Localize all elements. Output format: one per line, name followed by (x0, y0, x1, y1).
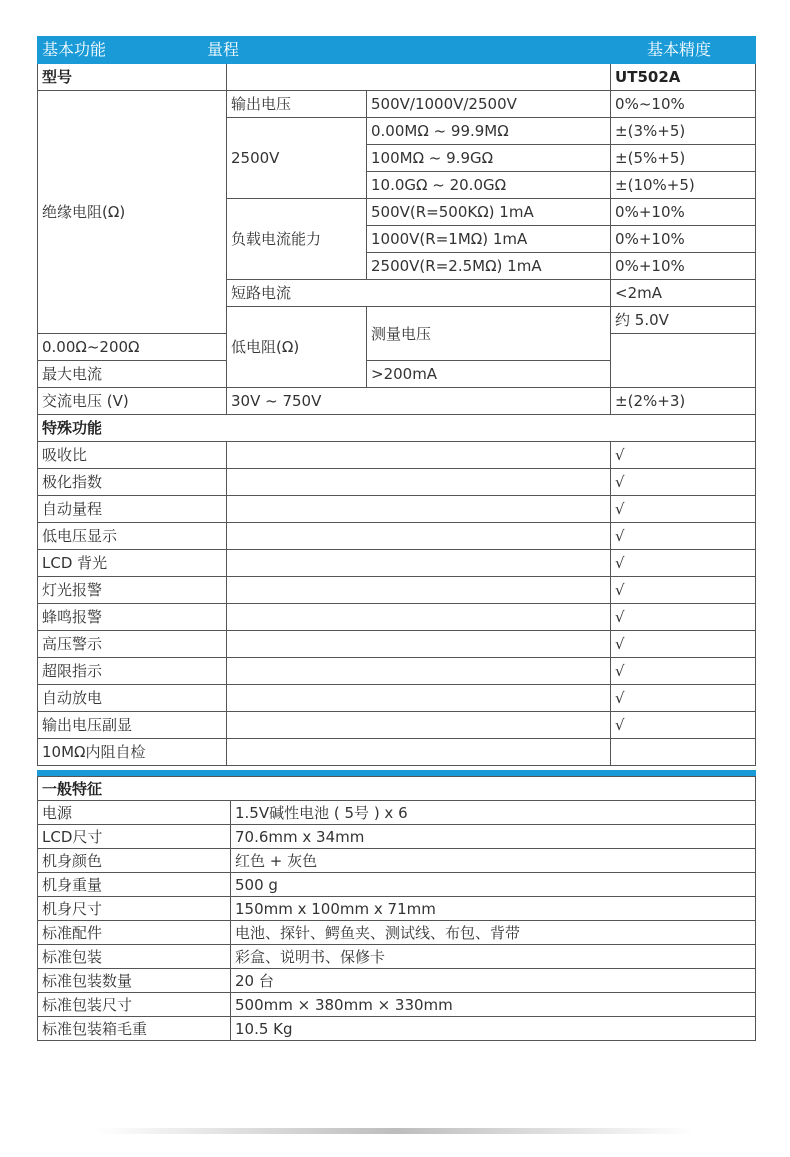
special-label: LCD 背光 (38, 550, 227, 577)
general-value: 150mm x 100mm x 71mm (231, 897, 756, 921)
header-range: 量程 (207, 40, 240, 59)
general-label: 机身颜色 (38, 849, 231, 873)
special-label: 输出电压副显 (38, 712, 227, 739)
special-row (38, 550, 756, 577)
general-row (38, 921, 756, 945)
max-current-value: >200mA (367, 361, 611, 388)
general-label: 标准配件 (38, 921, 231, 945)
general-value: 1.5V碱性电池 ( 5号 ) x 6 (231, 801, 756, 825)
general-value: 500mm × 380mm × 330mm (231, 993, 756, 1017)
general-label: LCD尺寸 (38, 825, 231, 849)
special-row (38, 469, 756, 496)
bottom-shadow (95, 1128, 695, 1134)
ac-row (38, 388, 756, 415)
check-mark: √ (611, 550, 756, 577)
special-row (38, 442, 756, 469)
check-mark: √ (611, 604, 756, 631)
general-value: 20 台 (231, 969, 756, 993)
measure-voltage-label: 测量电压 (367, 307, 611, 361)
special-row (38, 631, 756, 658)
v2500-range: 0.00MΩ ~ 99.9MΩ (367, 118, 611, 145)
general-row (38, 897, 756, 921)
output-voltage-accuracy: 0%~10% (611, 91, 756, 118)
model-value: UT502A (611, 64, 756, 91)
special-row (38, 712, 756, 739)
load-range: 1000V(R=1MΩ) 1mA (367, 226, 611, 253)
special-row (38, 604, 756, 631)
model-empty (227, 64, 611, 91)
insulation-output-row (38, 91, 756, 118)
load-accuracy: 0%+10% (611, 226, 756, 253)
insulation-label: 绝缘电阻(Ω) (38, 91, 227, 334)
header-function-range (38, 37, 611, 64)
check-mark: √ (611, 523, 756, 550)
special-row (38, 496, 756, 523)
general-value: 电池、探针、鳄鱼夹、测试线、布包、背带 (231, 921, 756, 945)
general-row (38, 825, 756, 849)
low-res-label: 低电阻(Ω) (227, 307, 367, 388)
v2500-range: 100MΩ ~ 9.9GΩ (367, 145, 611, 172)
measure-range: 0.00Ω~200Ω (38, 334, 227, 361)
general-label: 标准包装箱毛重 (38, 1017, 231, 1041)
model-row (38, 64, 756, 91)
check-mark: √ (611, 658, 756, 685)
general-label: 机身重量 (38, 873, 231, 897)
general-label: 标准包装尺寸 (38, 993, 231, 1017)
general-label: 电源 (38, 801, 231, 825)
load-range: 2500V(R=2.5MΩ) 1mA (367, 253, 611, 280)
general-title-row (38, 777, 756, 801)
general-row (38, 993, 756, 1017)
special-row (38, 577, 756, 604)
v2500-label: 2500V (227, 118, 367, 199)
special-label: 吸收比 (38, 442, 227, 469)
check-mark: √ (611, 442, 756, 469)
check-mark: √ (611, 469, 756, 496)
general-value: 红色 + 灰色 (231, 849, 756, 873)
check-mark: √ (611, 577, 756, 604)
special-row (38, 685, 756, 712)
general-row (38, 801, 756, 825)
special-label: 蜂鸣报警 (38, 604, 227, 631)
header-row (38, 37, 756, 64)
general-value: 70.6mm x 34mm (231, 825, 756, 849)
load-accuracy: 0%+10% (611, 253, 756, 280)
low-res-row (38, 361, 756, 388)
short-circuit-label: 短路电流 (227, 280, 611, 307)
check-mark: √ (611, 496, 756, 523)
check-mark: √ (611, 712, 756, 739)
v2500-accuracy: ±(3%+5) (611, 118, 756, 145)
special-label: 极化指数 (38, 469, 227, 496)
check-mark (611, 739, 756, 766)
general-row (38, 945, 756, 969)
model-label: 型号 (38, 64, 227, 91)
general-row (38, 873, 756, 897)
v2500-accuracy: ±(5%+5) (611, 145, 756, 172)
special-label: 10MΩ内阻自检 (38, 739, 227, 766)
v2500-range: 10.0GΩ ~ 20.0GΩ (367, 172, 611, 199)
special-label: 低电压显示 (38, 523, 227, 550)
general-value: 彩盒、说明书、保修卡 (231, 945, 756, 969)
general-row (38, 969, 756, 993)
general-row (38, 849, 756, 873)
ac-label: 交流电压 (V) (38, 388, 227, 415)
v2500-accuracy: ±(10%+5) (611, 172, 756, 199)
ac-accuracy: ±(2%+3) (611, 388, 756, 415)
load-accuracy: 0%+10% (611, 199, 756, 226)
special-title: 特殊功能 (38, 415, 756, 442)
ac-range: 30V ~ 750V (227, 388, 611, 415)
max-current-label: 最大电流 (38, 361, 227, 388)
special-label: 自动量程 (38, 496, 227, 523)
general-title: 一般特征 (38, 777, 756, 801)
load-range: 500V(R=500KΩ) 1mA (367, 199, 611, 226)
general-value: 500 g (231, 873, 756, 897)
spec-table (37, 36, 756, 766)
special-row (38, 739, 756, 766)
special-label: 灯光报警 (38, 577, 227, 604)
general-table (37, 776, 756, 1041)
general-value: 10.5 Kg (231, 1017, 756, 1041)
header-accuracy: 基本精度 (611, 37, 756, 64)
special-label: 超限指示 (38, 658, 227, 685)
output-voltage-label: 输出电压 (227, 91, 367, 118)
output-voltage-range: 500V/1000V/2500V (367, 91, 611, 118)
check-mark: √ (611, 685, 756, 712)
general-row (38, 1017, 756, 1041)
special-label: 自动放电 (38, 685, 227, 712)
special-row (38, 523, 756, 550)
short-circuit-accuracy: <2mA (611, 280, 756, 307)
load-label: 负载电流能力 (227, 199, 367, 280)
special-row (38, 658, 756, 685)
general-label: 标准包装 (38, 945, 231, 969)
special-title-row (38, 415, 756, 442)
general-label: 机身尺寸 (38, 897, 231, 921)
measure-voltage-value: 约 5.0V (611, 307, 756, 334)
general-label: 标准包装数量 (38, 969, 231, 993)
check-mark: √ (611, 631, 756, 658)
header-function: 基本功能 (42, 40, 107, 59)
special-label: 高压警示 (38, 631, 227, 658)
